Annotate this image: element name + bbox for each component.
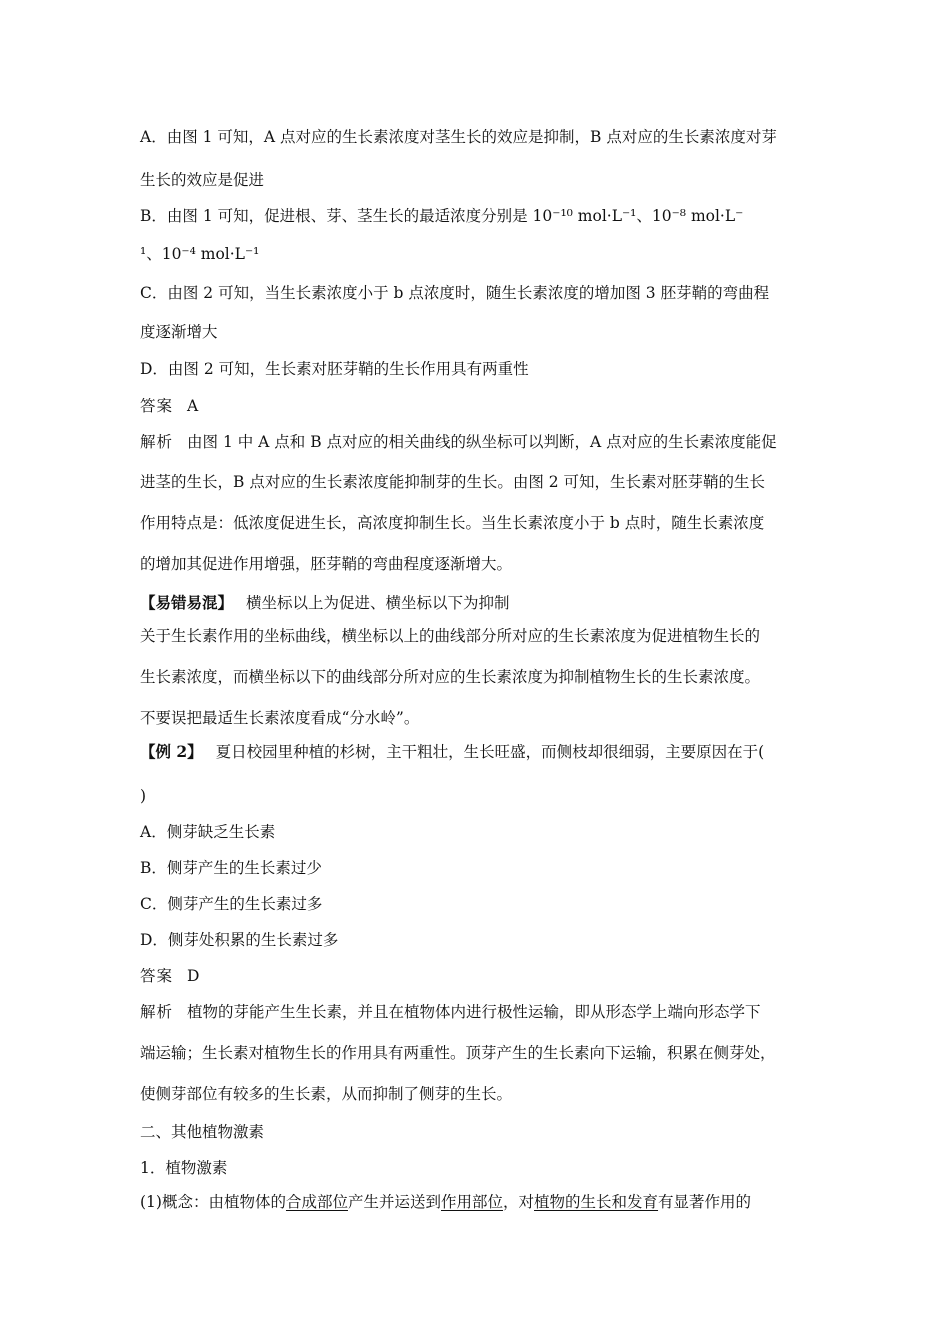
analysis-label: 解析 xyxy=(140,1003,174,1021)
q1-analysis-line2: 进茎的生长，B 点对应的生长素浓度能抑制芽的生长。由图 2 可知，生长素对胚芽鞘的生长 xyxy=(140,473,766,491)
q2-option-d: D．侧芽处积累的生长素过多 xyxy=(140,931,339,949)
q1-analysis-line4: 的增加其促进作用增强，胚芽鞘的弯曲程度逐渐增大。 xyxy=(140,555,513,573)
q2-option-c: C．侧芽产生的生长素过多 xyxy=(140,895,323,913)
q1-option-c-line1: C．由图 2 可知，当生长素浓度小于 b 点浓度时，随生长素浓度的增加图 3 胚芽鞘的弯曲程 xyxy=(140,284,770,302)
tip-title: 横坐标以上为促进、横坐标以下为抑制 xyxy=(245,594,510,612)
concept-term-synthesis-site: 合成部位 xyxy=(285,1193,348,1211)
answer-value: D xyxy=(187,967,200,985)
concept-mid1: 产生并运送到 xyxy=(347,1193,441,1211)
q2-answer xyxy=(140,965,820,987)
q2-option-b: B．侧芽产生的生长素过少 xyxy=(140,859,322,877)
analysis-text: 植物的芽能产生生长素，并且在植物体内进行极性运输，即从形态学上端向形态学下 xyxy=(187,1003,761,1021)
tip-line1: 关于生长素作用的坐标曲线，横坐标以上的曲线部分所对应的生长素浓度为促进植物生长的 xyxy=(140,627,761,645)
answer-label: 答案 xyxy=(140,967,174,985)
q2-stem: 夏日校园里种植的杉树，主干粗壮，生长旺盛，而侧枝却很细弱，主要原因在于( xyxy=(215,743,765,761)
q1-analysis-line1 xyxy=(140,431,820,453)
concept-mid2: ，对 xyxy=(503,1193,535,1211)
tip-heading xyxy=(140,592,820,614)
q1-option-d: D．由图 2 可知，生长素对胚芽鞘的生长作用具有两重性 xyxy=(140,360,529,378)
tip-line3: 不要误把最适生长素浓度看成“分水岭”。 xyxy=(140,709,420,727)
concept-term-action-site: 作用部位 xyxy=(441,1193,504,1211)
section2-heading: 二、其他植物激素 xyxy=(140,1123,265,1141)
analysis-text: 由图 1 中 A 点和 B 点对应的相关曲线的纵坐标可以判断，A 点对应的生长素浓度能促 xyxy=(187,433,777,451)
answer-value: A xyxy=(187,397,199,415)
concept-suffix: 有显著作用的 xyxy=(658,1193,752,1211)
tip-tag: 【易错易混】 xyxy=(140,593,234,612)
analysis-label: 解析 xyxy=(140,433,174,451)
concept-prefix: (1)概念：由植物体的 xyxy=(140,1193,286,1211)
concept-term-growth: 植物的生长和发育 xyxy=(534,1193,659,1211)
q1-option-c-line2: 度逐渐增大 xyxy=(140,323,218,341)
q2-tag: 【例 2】 xyxy=(140,742,203,761)
q1-option-b-line2: ¹、10⁻⁴ mol·L⁻¹ xyxy=(140,245,260,263)
q2-analysis-line3: 使侧芽部位有较多的生长素，从而抑制了侧芽的生长。 xyxy=(140,1085,513,1103)
q2-stem-line1 xyxy=(140,741,820,763)
section2-sub1: 1．植物激素 xyxy=(140,1159,228,1177)
q2-analysis-line2: 端运输；生长素对植物生长的作用具有两重性。顶芽产生的生长素向下运输，积累在侧芽处， xyxy=(140,1044,776,1062)
q2-analysis-line1 xyxy=(140,1001,820,1023)
q1-answer xyxy=(140,395,820,417)
concept-line xyxy=(140,1191,820,1213)
q1-option-a-line2: 生长的效应是促进 xyxy=(140,171,265,189)
q2-option-a: A．侧芽缺乏生长素 xyxy=(140,823,276,841)
q1-analysis-line3: 作用特点是：低浓度促进生长，高浓度抑制生长。当生长素浓度小于 b 点时，随生长素浓度 xyxy=(140,514,765,532)
q1-option-b-line1: B．由图 1 可知，促进根、芽、茎生长的最适浓度分别是 10⁻¹⁰ mol·L⁻¹、10⁻⁸ mol·L⁻ xyxy=(140,207,744,225)
tip-line2: 生长素浓度，而横坐标以下的曲线部分所对应的生长素浓度为抑制植物生长的生长素浓度。 xyxy=(140,668,761,686)
answer-label: 答案 xyxy=(140,397,174,415)
q1-option-a-line1: A．由图 1 可知，A 点对应的生长素浓度对茎生长的效应是抑制，B 点对应的生长素浓度对芽 xyxy=(140,128,777,146)
q2-stem-line2: ) xyxy=(140,787,147,805)
